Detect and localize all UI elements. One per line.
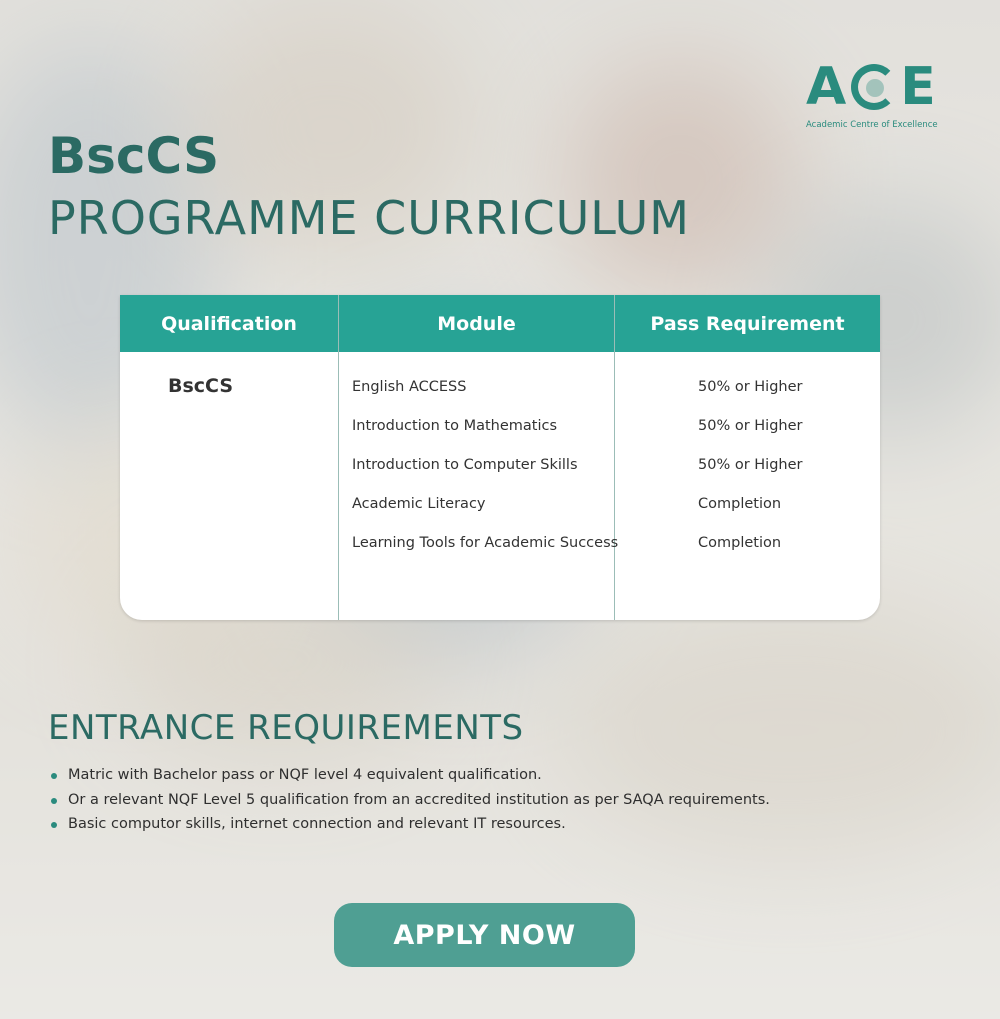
requirement-text: Basic computor skills, internet connection and relevant IT resources. xyxy=(68,816,566,832)
logo-tagline: Academic Centre of Excellence xyxy=(806,120,938,130)
module-cell: Introduction to Computer Skills xyxy=(352,457,578,473)
requirement-cell: 50% or Higher xyxy=(698,379,803,395)
column-divider xyxy=(614,295,615,620)
list-item xyxy=(50,763,770,788)
apply-now-button[interactable]: APPLY NOW xyxy=(334,903,635,967)
header-pass-requirement: Pass Requirement xyxy=(650,312,845,335)
requirement-cell: 50% or Higher xyxy=(698,418,803,434)
page-subtitle: PROGRAMME CURRICULUM xyxy=(48,191,690,245)
curriculum-table xyxy=(120,295,880,620)
module-cell: Academic Literacy xyxy=(352,496,486,512)
module-cell: English ACCESS xyxy=(352,379,467,395)
bullet-icon xyxy=(51,773,57,779)
requirement-text: Matric with Bachelor pass or NQF level 4 equivalent qualification. xyxy=(68,767,542,783)
entrance-requirements-title: ENTRANCE REQUIREMENTS xyxy=(48,708,524,748)
list-item xyxy=(50,788,770,813)
bullet-icon xyxy=(51,798,57,804)
requirement-cell: 50% or Higher xyxy=(698,457,803,473)
bullet-icon xyxy=(51,822,57,828)
qualification-value: BscCS xyxy=(168,375,234,397)
list-item xyxy=(50,812,770,837)
requirement-text: Or a relevant NQF Level 5 qualification from an accredited institution as per SAQA requirements. xyxy=(68,791,770,808)
column-divider xyxy=(338,295,339,620)
entrance-requirements-list xyxy=(50,763,770,837)
page-title: BscCS xyxy=(48,127,220,185)
logo-wordmark: A E xyxy=(806,57,938,117)
ace-logo xyxy=(806,57,956,130)
requirement-cell: Completion xyxy=(698,496,782,512)
header-qualification: Qualification xyxy=(161,312,297,335)
header-module: Module xyxy=(437,312,516,335)
module-cell: Introduction to Mathematics xyxy=(352,418,558,434)
brain-icon xyxy=(851,64,897,110)
requirement-cell: Completion xyxy=(698,535,782,551)
module-cell: Learning Tools for Academic Success xyxy=(352,535,619,551)
